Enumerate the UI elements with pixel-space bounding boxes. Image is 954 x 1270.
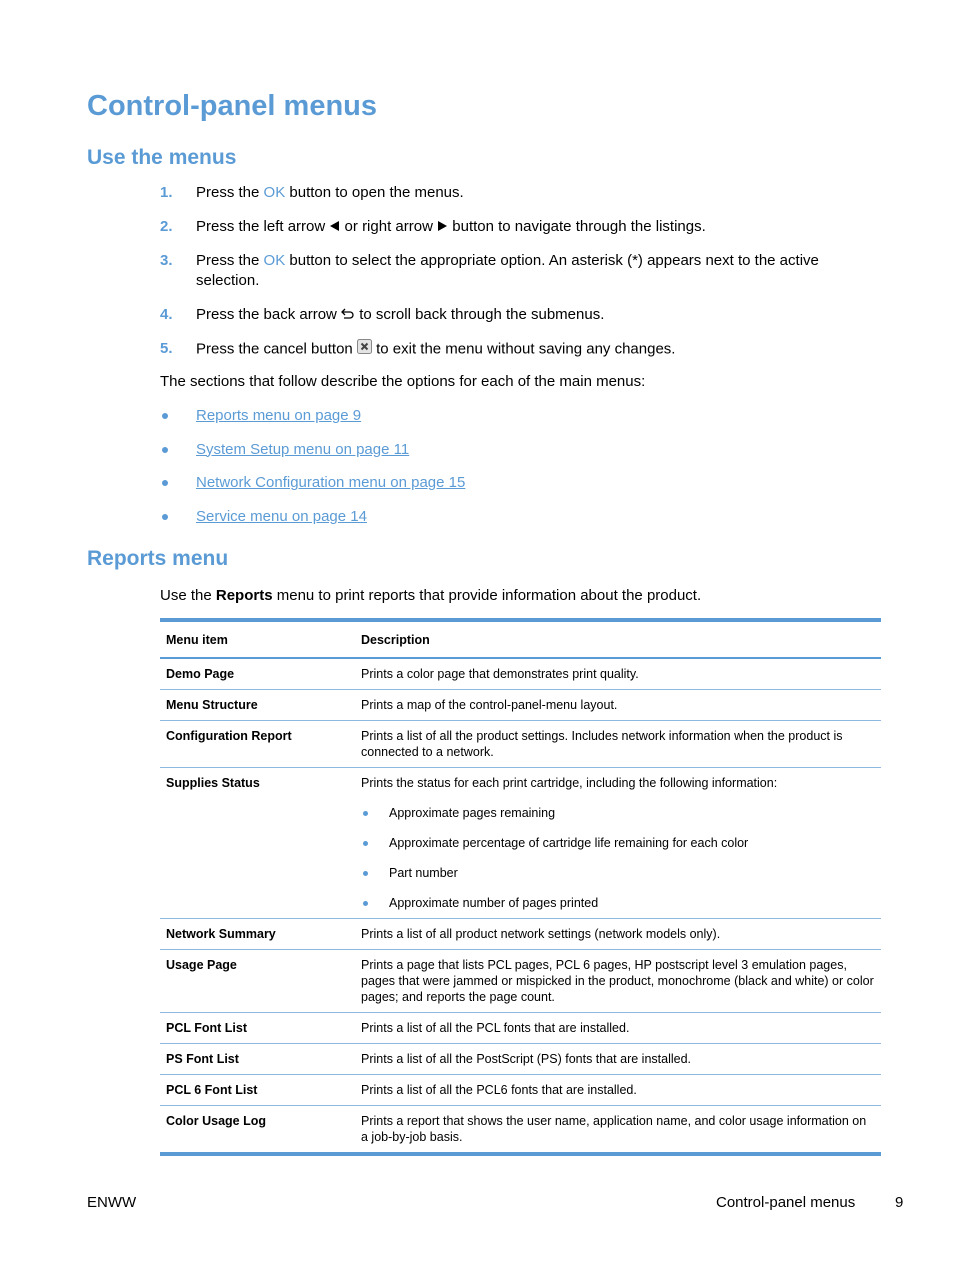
list-item: Approximate percentage of cartridge life remaining for each color [361,835,875,851]
cancel-icon [357,339,372,360]
footer-page-number: 9 [895,1194,904,1211]
link-system-setup-menu[interactable]: System Setup menu on page 11 [196,440,410,458]
step-number: 5. [160,340,173,358]
list-item: Approximate pages remaining [361,805,875,821]
bullet [162,447,168,453]
footer-section-title: Control-panel menus [716,1194,856,1211]
list-item: Part number [361,865,875,881]
table-row: Usage Page Prints a page that lists PCL pages, PCL 6 pages, HP postscript level 3 emulation pages, pages that were jammed or mispicked in the product, monochrome (black and white) or color pages; and reports the page count. [160,950,881,1013]
step-5: 5. Press the cancel button to exit the menu without saving any changes. [160,339,880,360]
reports-intro: Use the Reports menu to print reports that provide information about the product. [160,587,702,604]
table-row: Configuration Report Prints a list of all the product settings. Includes network information when the product is connected to a network. [160,721,881,768]
link-network-configuration-menu[interactable]: Network Configuration menu on page 15 [196,474,466,491]
steps-list [160,183,880,374]
bullet [162,514,168,520]
bullet [162,413,168,419]
reports-table [160,618,881,1156]
back-arrow-icon [341,305,355,325]
footer-left: ENWW [87,1194,137,1211]
supplies-status-description: Prints the status for each print cartridge, including the following information: Approximate pages remaining Approximate percentage of cartridge life remaining for each color Part number Approximate number of pages printed [355,768,881,919]
link-service-menu[interactable]: Service menu on page 14 [196,507,367,525]
menu-links-list [160,406,465,540]
link-reports-menu[interactable]: Reports menu on page 9 [196,407,362,424]
bullet [363,811,368,816]
section-heading-reports-menu: Reports menu [87,547,229,570]
step-3: 3. Press the OK button to select the appropriate option. An asterisk (*) appears next to the active selection. [160,252,819,290]
column-header-menu-item: Menu item [160,620,355,658]
bullet [162,480,168,486]
step-number: 2. [160,218,173,235]
list-item: Approximate number of pages printed [361,895,875,911]
ok-button-ref: OK [263,184,286,201]
link-item [160,507,465,527]
link-item [160,440,465,460]
link-item [160,473,465,493]
step-number: 3. [160,252,173,270]
table-row: PCL 6 Font List Prints a list of all the PCL6 fonts that are installed. [160,1075,881,1106]
bullet [363,841,368,846]
table-row: Network Summary Prints a list of all product network settings (network models only). [160,919,881,950]
step-number: 1. [160,184,173,201]
menus-intro: The sections that follow describe the options for each of the main menus: [160,373,646,390]
bullet [363,901,368,906]
right-arrow-icon [437,217,448,237]
supplies-info-list [361,805,875,911]
table-row: Demo Page Prints a color page that demonstrates print quality. [160,658,881,690]
ok-button-ref: OK [263,252,286,270]
step-1: 1. Press the OK button to open the menus. [160,184,464,201]
table-header-row [160,620,881,658]
table-row: Supplies Status Prints the status for each print cartridge, including the following information: Approximate pages remaining Approximate percentage of cartridge life remaining for each color Part number Approximate number of pages printed [160,768,881,919]
section-heading-use-menus: Use the menus [87,146,237,169]
step-2: 2. Press the left arrow or right arrow button to navigate through the listings. [160,217,880,237]
table-row: PCL Font List Prints a list of all the PCL fonts that are installed. [160,1013,881,1044]
left-arrow-icon [329,217,340,237]
column-header-description: Description [355,620,881,658]
table-row: PS Font List Prints a list of all the PostScript (PS) fonts that are installed. [160,1044,881,1075]
table-row: Color Usage Log Prints a report that shows the user name, application name, and color usage information on a job-by-job basis. [166,1114,867,1144]
page-title: Control-panel menus [87,90,378,122]
table-row: Menu Structure Prints a map of the control-panel-menu layout. [160,690,881,721]
step-4: 4. Press the back arrow to scroll back through the submenus. [160,305,880,325]
link-item [160,406,465,426]
step-number: 4. [160,306,173,324]
bullet [363,871,368,876]
